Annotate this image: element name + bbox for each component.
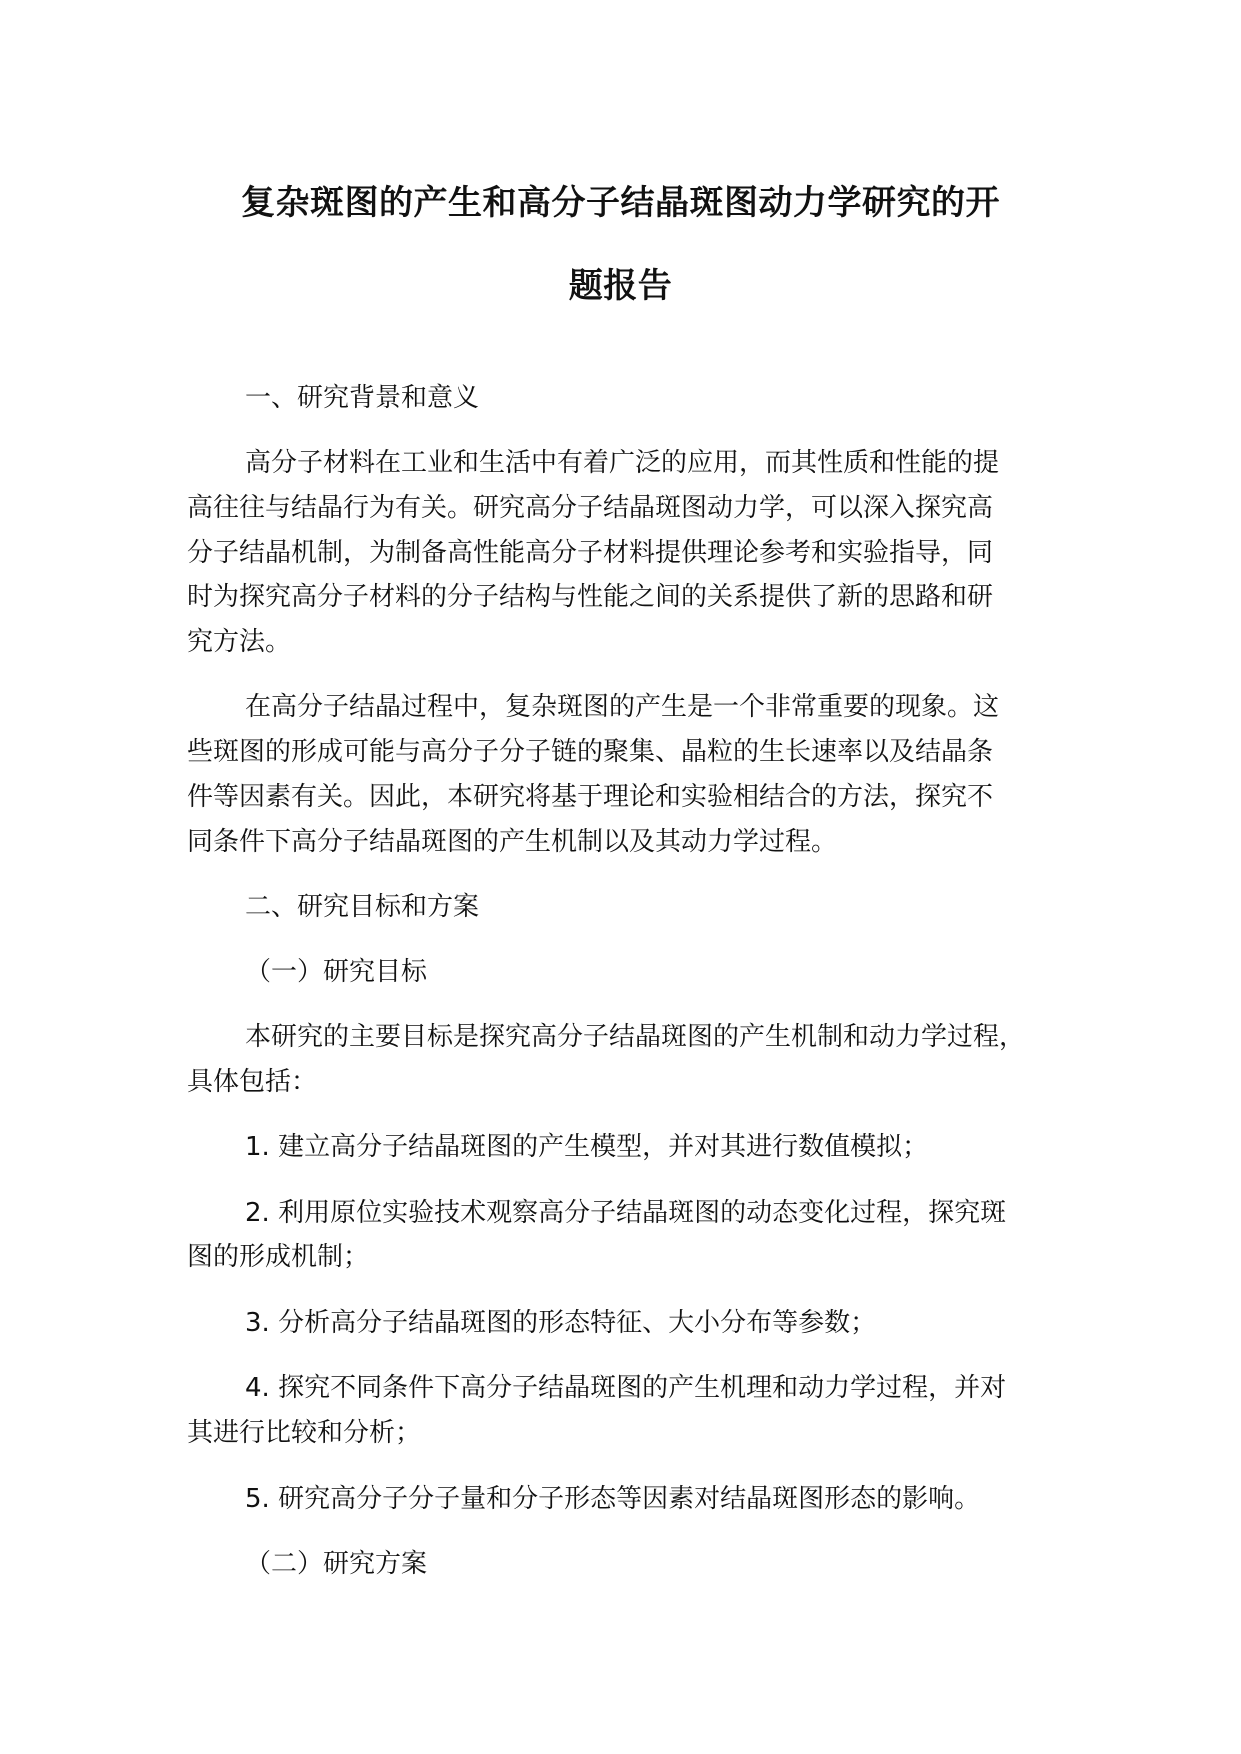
document-title-line-2: 题报告 <box>568 266 673 306</box>
list-item-line: 2. 利用原位实验技术观察高分子结晶斑图的动态变化过程，探究斑 <box>245 1198 1007 1228</box>
list-item-line: 4. 探究不同条件下高分子结晶斑图的产生机理和动力学过程，并对 <box>245 1373 1007 1403</box>
paragraph-line: 在高分子结晶过程中，复杂斑图的产生是一个非常重要的现象。这 <box>245 692 1000 722</box>
list-item-line: 其进行比较和分析； <box>187 1418 422 1448</box>
paragraph-line: 件等因素有关。因此，本研究将基于理论和实验相结合的方法，探究不 <box>187 782 994 812</box>
paragraph-line: 些斑图的形成可能与高分子分子链的聚集、晶粒的生长速率以及结晶条 <box>187 737 994 767</box>
subsection-heading-plan: （二）研究方案 <box>245 1549 428 1579</box>
section-heading-background: 一、研究背景和意义 <box>245 383 480 413</box>
paragraph-line: 时为探究高分子材料的分子结构与性能之间的关系提供了新的思路和研 <box>187 582 994 612</box>
list-item-line: 图的形成机制； <box>187 1242 370 1272</box>
document-title-line-1: 复杂斑图的产生和高分子结晶斑图动力学研究的开 <box>241 183 1000 223</box>
paragraph-line: 同条件下高分子结晶斑图的产生机制以及其动力学过程。 <box>187 827 838 857</box>
paragraph-line: 具体包括： <box>187 1067 318 1097</box>
list-item-line: 3. 分析高分子结晶斑图的形态特征、大小分布等参数； <box>245 1308 877 1338</box>
paragraph-line: 高往往与结晶行为有关。研究高分子结晶斑图动力学，可以深入探究高 <box>187 493 994 523</box>
list-item-line: 5. 研究高分子分子量和分子形态等因素对结晶斑图形态的影响。 <box>245 1484 981 1514</box>
subsection-heading-goals: （一）研究目标 <box>245 957 428 987</box>
paragraph-line: 究方法。 <box>187 627 292 657</box>
paragraph-line: 分子结晶机制，为制备高性能高分子材料提供理论参考和实验指导，同 <box>187 538 994 568</box>
paragraph-line: 高分子材料在工业和生活中有着广泛的应用，而其性质和性能的提 <box>245 448 1000 478</box>
paragraph-line: 本研究的主要目标是探究高分子结晶斑图的产生机制和动力学过程， <box>245 1022 1026 1052</box>
list-item-line: 1. 建立高分子结晶斑图的产生模型，并对其进行数值模拟； <box>245 1132 929 1162</box>
section-heading-goals-plan: 二、研究目标和方案 <box>245 892 480 922</box>
